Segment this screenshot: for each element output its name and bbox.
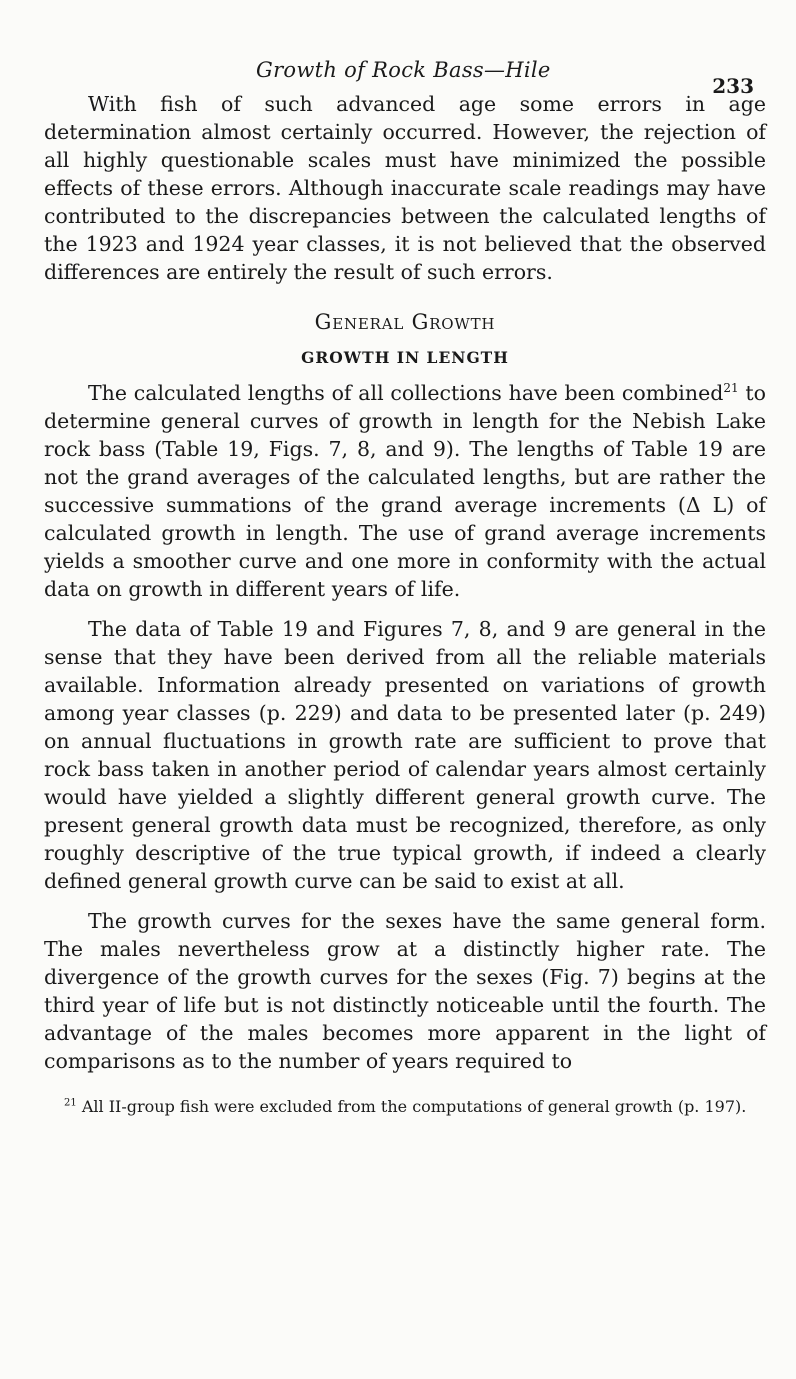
footnote (44, 1097, 766, 1117)
section-heading: General Growth (314, 310, 496, 334)
paragraph-calculated-lengths-start: The calculated lengths of all collections have been combined (88, 381, 724, 405)
footnote-reference: 21 (723, 381, 739, 396)
running-head (44, 50, 766, 98)
footnote-text: All II-group fish were excluded from the computations of general growth (p. 197). (76, 1097, 747, 1116)
paragraph-sexes-growth: The growth curves for the sexes have the same general form. The males nevertheless grow at a distinctly higher rate. The divergence of the growth curves for the sexes (Fig. 7) begins at the third year of life but is not distinctly noticeable until the fourth. The advantage of the males becomes more apparent in the light of comparisons as to the number of years required to (44, 909, 766, 1073)
paragraph-calculated-lengths-end: to determine general curves of growth in length for the Nebish Lake rock bass (Table 19, Figs. 7, 8, and 9). The lengths of Table 19 are not the grand averages of the calculated lengths, but are rather the successive summations of the grand average increments (Δ L) of calculated growth in length. The use of grand average increments yields a smoother curve and one more in conformity with the actual data on growth in different years of life. (44, 381, 766, 601)
footnote-marker: 21 (64, 1097, 77, 1109)
paragraph-general-data: The data of Table 19 and Figures 7, 8, and 9 are general in the sense that they have been derived from all the reliable materials available. Information already presented on variations of growth among year classes (p. 229) and data to be presented later (p. 249) on annual fluctuations in growth rate are sufficient to prove that rock bass taken in another period of calendar years almost certainly would have yielded a slightly different general growth curve. The present general growth data must be recognized, therefore, as only roughly descriptive of the true typical growth, if indeed a clearly defined general growth curve can be said to exist at all. (44, 617, 766, 893)
running-title: Growth of Rock Bass—Hile (256, 58, 551, 82)
subsection-heading: GROWTH IN LENGTH (301, 348, 509, 367)
page-number: 233 (712, 74, 754, 98)
paragraph-age-errors: With fish of such advanced age some errors in age determination almost certainly occurred. However, the rejection of all highly questionable scales must have minimized the possible effects of these errors. Although inaccurate scale readings may have contributed to the discrepancies between the calculated lengths of the 1923 and 1924 year classes, it is not believed that the observed differences are entirely the result of such errors. (44, 92, 766, 284)
paragraph-calculated-lengths (44, 379, 766, 603)
